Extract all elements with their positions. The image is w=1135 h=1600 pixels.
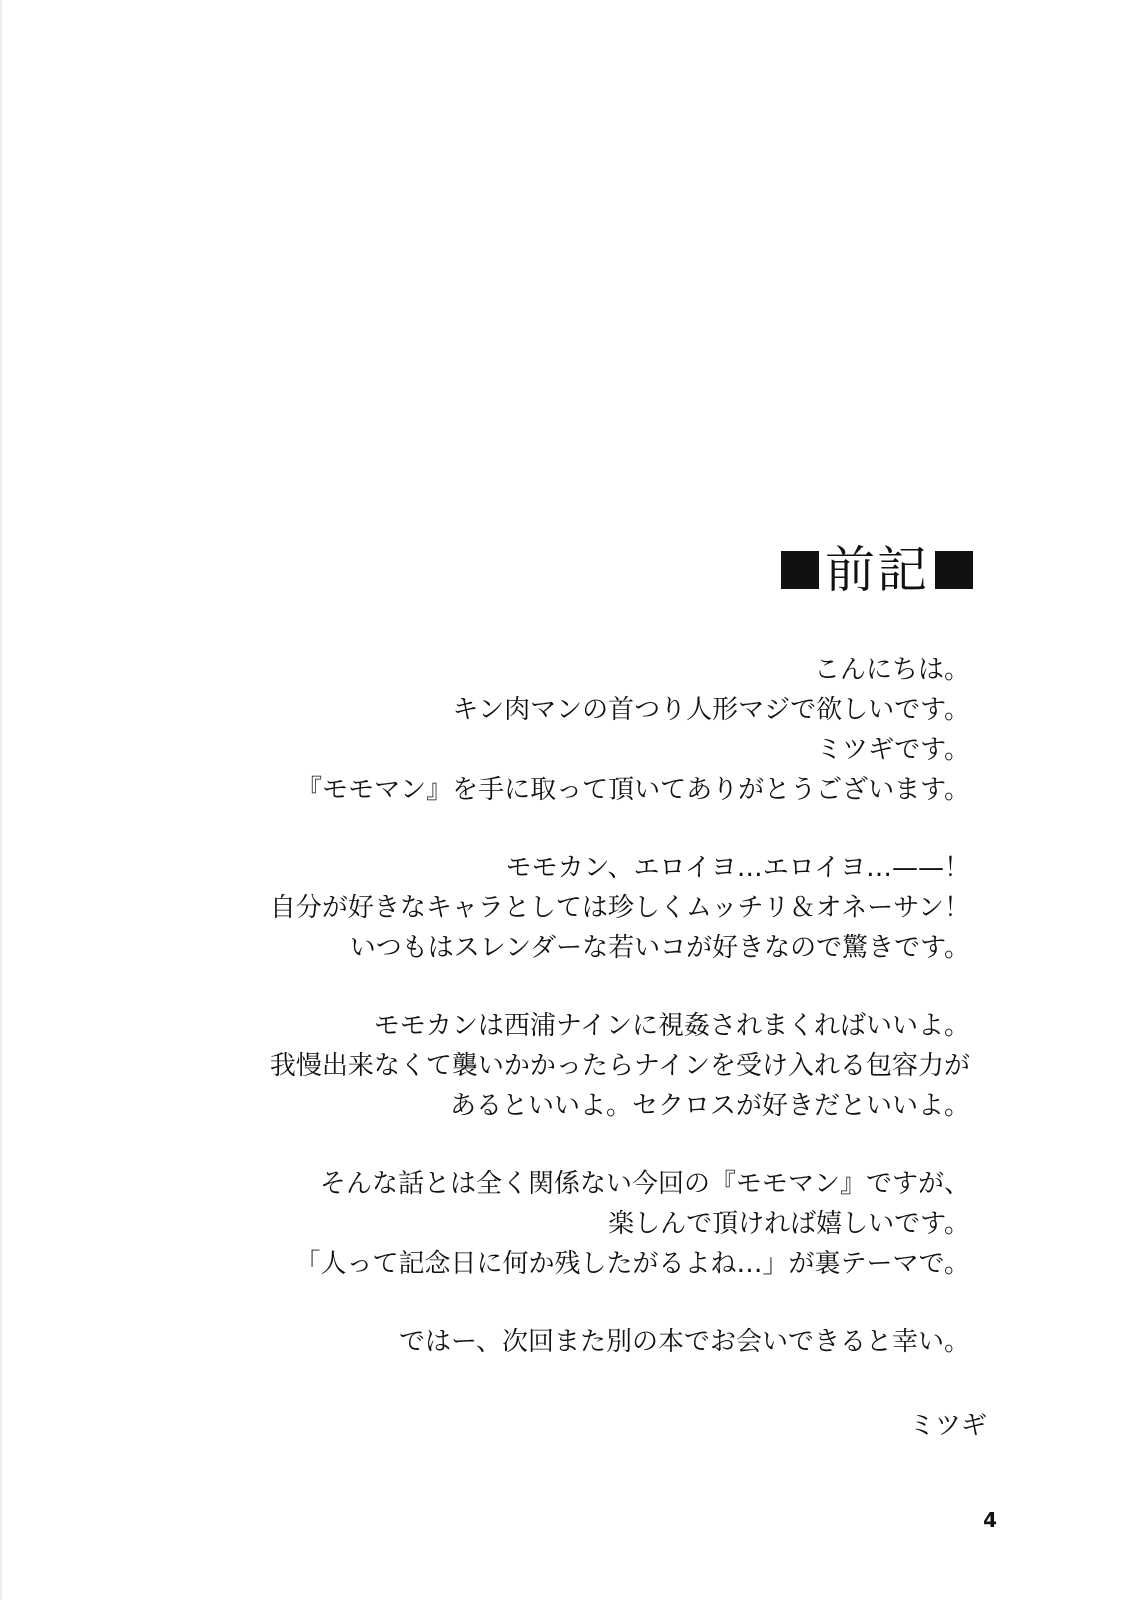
- text-line: ではー、次回また別の本でお会いできると幸い。: [399, 1327, 970, 1357]
- text-line: ミツギです。: [816, 735, 970, 765]
- paragraph-closing: [210, 1322, 970, 1362]
- paragraph-momokan: [210, 1006, 970, 1126]
- preface-body: [210, 650, 970, 1362]
- author-signature: ミツギ: [908, 1411, 987, 1441]
- heading-square-right-icon: [935, 551, 973, 589]
- text-line: 自分が好きなキャラとしては珍しくムッチリ＆オネーサン！: [269, 893, 970, 923]
- section-heading: [781, 540, 973, 600]
- page-number: 4: [983, 1508, 997, 1532]
- text-line: いつもはスレンダーな若いコが好きなので驚きです。: [349, 933, 970, 963]
- scan-edge-shadow: [0, 0, 3, 1600]
- text-line: 楽しんで頂ければ嬉しいです。: [608, 1209, 970, 1239]
- text-line: あるといいよ。セクロスが好きだといいよ。: [449, 1091, 970, 1121]
- text-line: 『モモマン』を手に取って頂いてありがとうございます。: [296, 775, 970, 805]
- text-line: 我慢出来なくて襲いかかったらナインを受け入れる包容力が: [269, 1051, 970, 1081]
- paragraph-character: [210, 848, 970, 968]
- paragraph-theme: [210, 1164, 970, 1284]
- paragraph-gap: [210, 1126, 970, 1164]
- heading-square-left-icon: [781, 551, 819, 589]
- paragraph-gap: [210, 968, 970, 1006]
- paragraph-greeting: [210, 650, 970, 810]
- paragraph-gap: [210, 810, 970, 848]
- paragraph-gap: [210, 1284, 970, 1322]
- heading-title: 前記: [825, 541, 929, 599]
- text-line: そんな話とは全く関係ない今回の『モモマン』ですが、: [319, 1169, 970, 1199]
- text-line: キン肉マンの首つり人形マジで欲しいです。: [452, 695, 970, 725]
- text-line: こんにちは。: [813, 655, 970, 685]
- text-line: モモカン、エロイヨ…エロイヨ…——！: [505, 853, 970, 883]
- text-line: 「人って記念日に何か残したがるよね…」が裏テーマで。: [294, 1249, 970, 1279]
- text-line: モモカンは西浦ナインに視姦されまくればいいよ。: [373, 1011, 970, 1041]
